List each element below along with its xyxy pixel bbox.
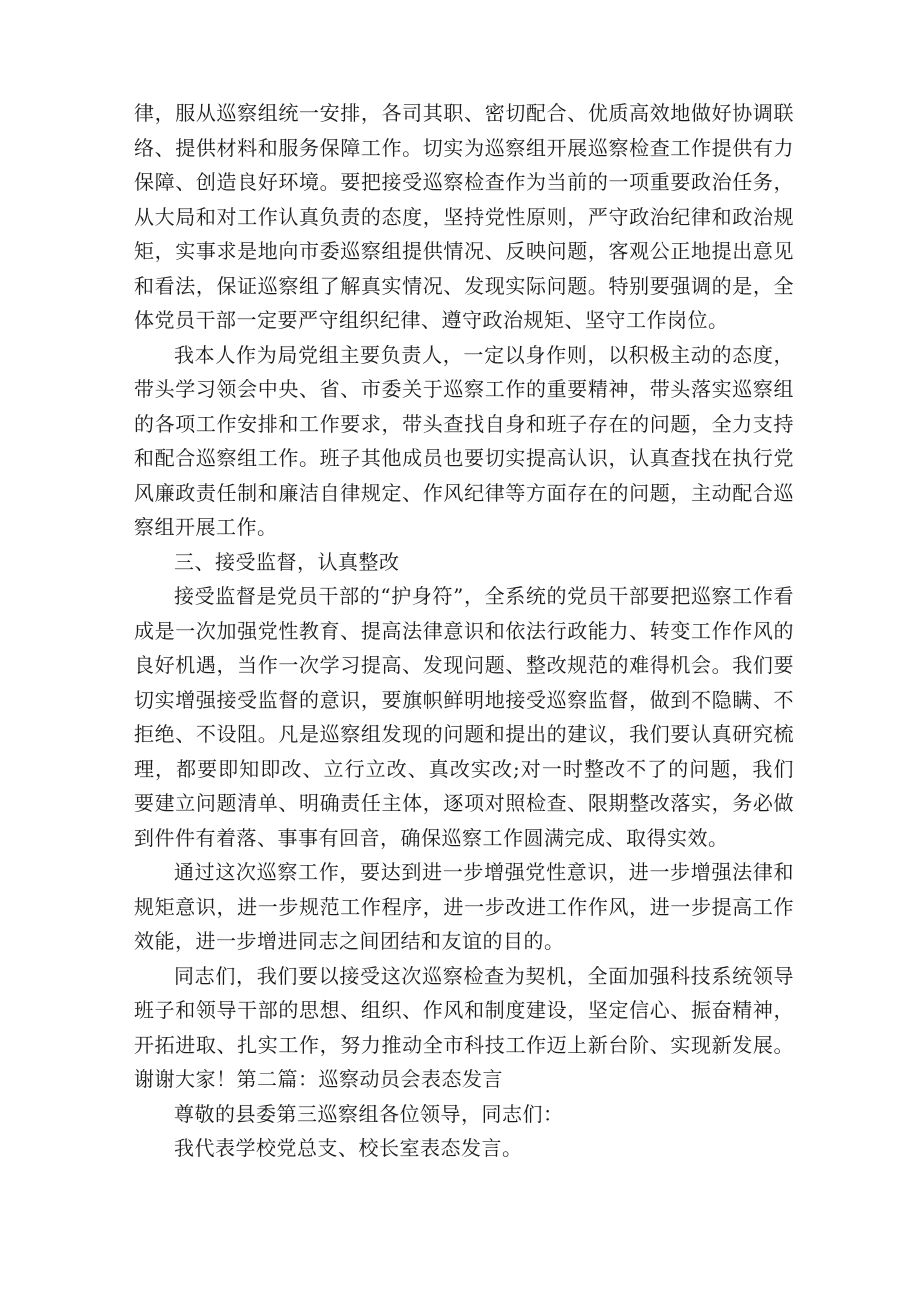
section-heading-supervision: 三、接受监督，认真整改 xyxy=(174,549,400,574)
paragraph-closing: 同志们，我们要以接受这次巡察检查为契机，全面加强科技系统领导班子和领导干部的思想、组织、作风和制度建设，坚定信心、振奋精神，开拓进取、扎实工作，努力推动全市科技工作迈上新台阶、实现新发展。谢谢大家！第二篇：巡察动员会表态发言 xyxy=(134,963,794,1091)
paragraph-continuation: 律，服从巡察组统一安排，各司其职、密切配合、优质高效地做好协调联络、提供材料和服务保障工作。切实为巡察组开展巡察检查工作提供有力保障、创造良好环境。要把接受巡察检查作为当前的一项重要政治任务，从大局和对工作认真负责的态度，坚持党性原则，严守政治纪律和政治规矩，实事求是地向市委巡察组提供情况、反映问题，客观公正地提出意见和看法，保证巡察组了解真实情况、发现实际问题。特别要强调的是，全体党员干部一定要严守组织纪律、遵守政治规矩、坚守工作岗位。 xyxy=(134,101,794,332)
paragraph-accept-supervision: 接受监督是党员干部的“护身符”，全系统的党员干部要把巡察工作看成是一次加强党性教育、提高法律意识和依法行政能力、转变工作作风的良好机遇，当作一次学习提高、发现问题、整改规范的难得机会。我们要切实增强接受监督的意识，要旗帜鲜明地接受巡察监督，做到不隐瞒、不拒绝、不设阻。凡是巡察组发现的问题和提出的建议，我们要认真研究梳理，都要即知即改、立行立改、真改实改;对一时整改不了的问题，我们要建立问题清单、明确责任主体，逐项对照检查、限期整改落实，务必做到件件有着落、事事有回音，确保巡察工作圆满完成、取得实效。 xyxy=(134,584,794,850)
paragraph-statement-intro: 我代表学校党总支、校长室表态发言。 xyxy=(174,1136,523,1160)
document-page xyxy=(134,96,794,1166)
paragraph-salutation: 尊敬的县委第三巡察组各位领导，同志们： xyxy=(174,1101,564,1126)
paragraph-leader-commitment: 我本人作为局党组主要负责人，一定以身作则，以积极主动的态度，带头学习领会中央、省、市委关于巡察工作的重要精神，带头落实巡察组的各项工作安排和工作要求，带头查找自身和班子存在的问题，全力支持和配合巡察组工作。班子其他成员也要切实提高认识，认真查找在执行党风廉政责任制和廉洁自律规定、作风纪律等方面存在的问题，主动配合巡察组开展工作。 xyxy=(134,342,794,539)
paragraph-goals: 通过这次巡察工作，要达到进一步增强党性意识，进一步增强法律和规矩意识，进一步规范工作程序，进一步改进工作作风，进一步提高工作效能，进一步增进同志之间团结和友谊的目的。 xyxy=(134,860,794,953)
